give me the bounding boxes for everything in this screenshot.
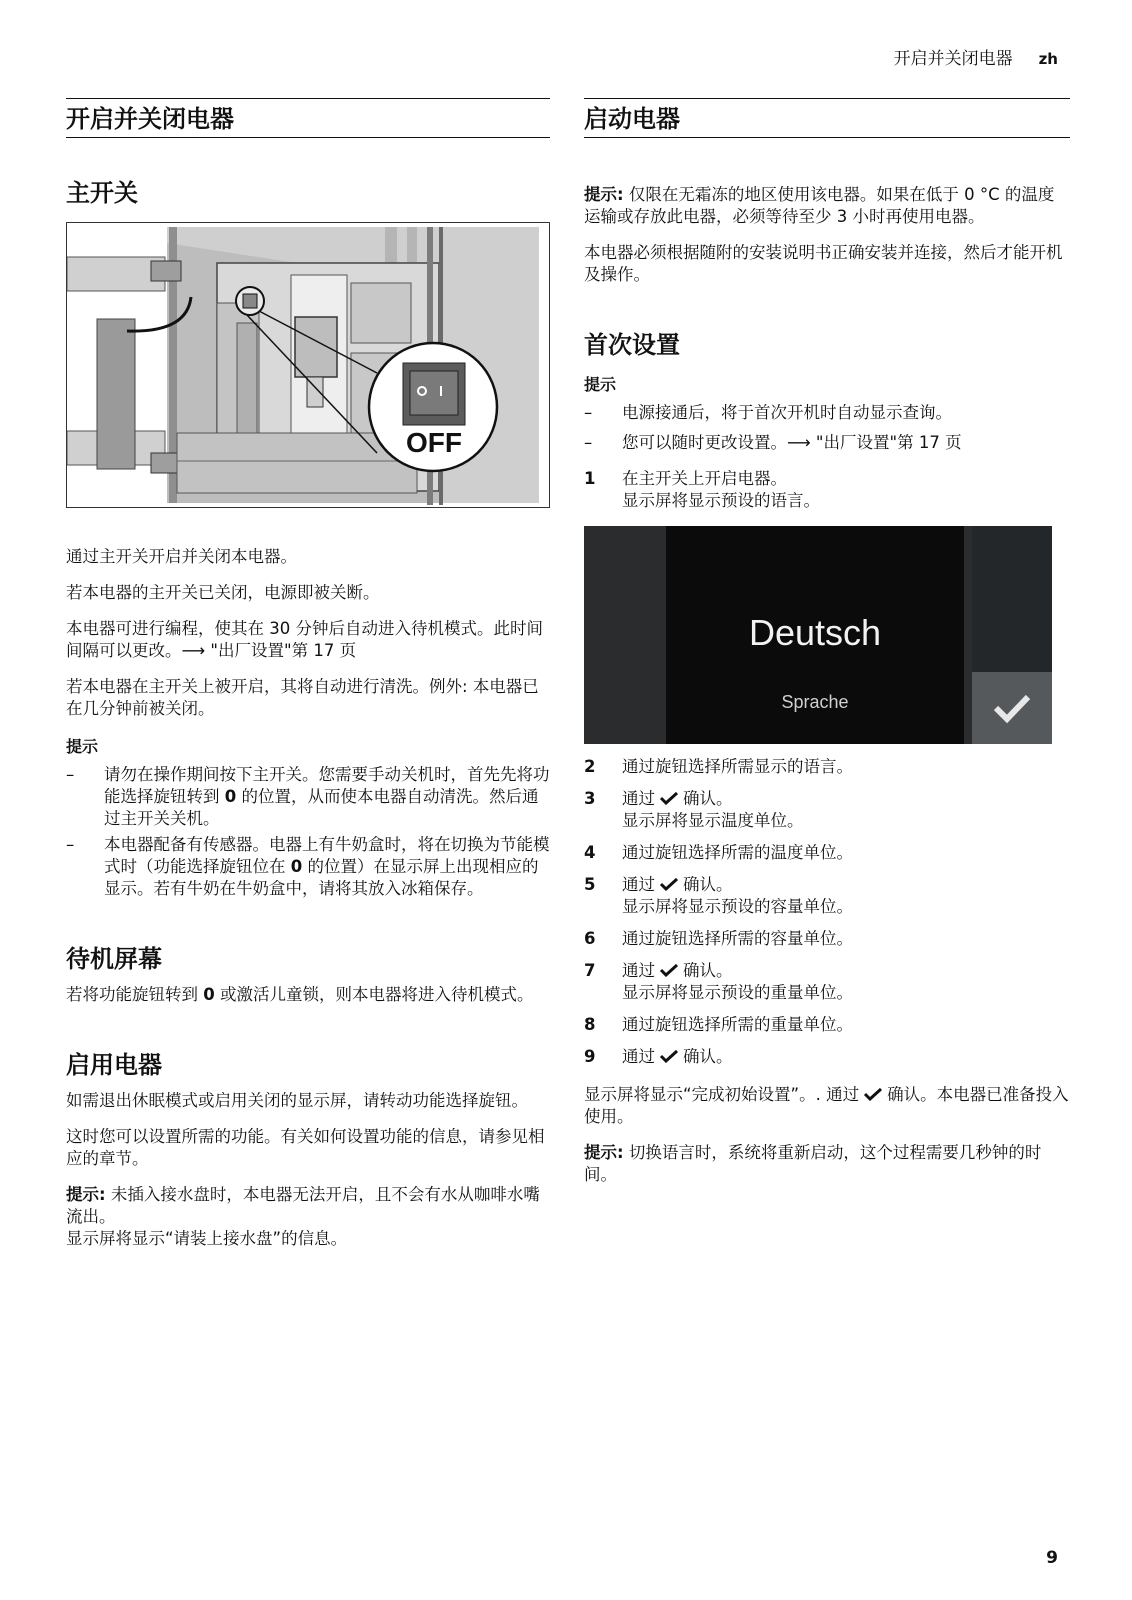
header-lang: zh (1038, 50, 1058, 68)
display-screen (584, 526, 1052, 744)
list-item: – 您可以随时更改设置。⟶ "出厂设置"第 17 页 (584, 432, 1070, 454)
paragraph: 若本电器在主开关上被开启，其将自动进行清洗。例外: 本电器已在几分钟前被关闭。 (66, 677, 539, 718)
list-item: 7 通过 确认。 显示屏将显示预设的重量单位。 (584, 961, 853, 1002)
appliance-switch-image (67, 223, 549, 507)
page-number: 9 (1046, 1548, 1058, 1568)
step-list (584, 756, 1070, 1068)
step-list-start (584, 468, 1070, 512)
paragraph: 显示屏将显示“完成初始设置”。. 通过 确认。本电器已准备投入使用。 (584, 1085, 1069, 1126)
checkmark-icon (659, 877, 679, 891)
main-switch-illustration (66, 222, 550, 508)
section-title-main-switch: 主开关 (66, 179, 138, 207)
list-item: – 本电器配备有传感器。电器上有牛奶盒时，将在切换为节能模式时（功能选择旋钮位在 0 的位置）在显示屏上出现相应的显示。若有牛奶在牛奶盒中，请将其放入冰箱保存。 (66, 834, 550, 900)
chapter-title: 启动电器 (584, 105, 680, 133)
checkmark-icon (659, 1049, 679, 1063)
confirm-button[interactable] (972, 672, 1052, 744)
right-column (584, 98, 1070, 1186)
list-item: – 电源接通后，将于首次开机时自动显示查询。 (584, 402, 1070, 424)
list-item: 5 通过 确认。 显示屏将显示预设的容量单位。 (584, 875, 853, 916)
tip-paragraph: 提示: 切换语言时，系统将重新启动，这个过程需要几秒钟的时间。 (584, 1143, 1042, 1184)
tip-paragraph: 提示: 未插入接水盘时，本电器无法开启，且不会有水从咖啡水嘴流出。 (66, 1185, 540, 1226)
list-item: 1 在主开关上开启电器。 显示屏将显示预设的语言。 (584, 469, 820, 510)
note-list (584, 402, 1070, 454)
paragraph: 若本电器的主开关已关闭，电源即被关断。 (66, 583, 380, 602)
display-language: Deutsch (748, 612, 882, 653)
list-item: – 请勿在操作期间按下主开关。您需要手动关机时，首先先将功能选择旋钮转到 0 的位置，从而使本电器自动清洗。然后通过主开关关机。 (66, 764, 550, 830)
page-header (894, 44, 1058, 69)
note-list (66, 764, 550, 900)
display-sublabel: Sprache (781, 692, 849, 712)
checkmark-icon (659, 963, 679, 977)
checkmark-icon (659, 791, 679, 805)
paragraph: 这时您可以设置所需的功能。有关如何设置功能的信息，请参见相应的章节。 (66, 1127, 545, 1168)
checkmark-icon (992, 692, 1032, 724)
left-column (66, 98, 550, 1250)
chapter-title: 开启并关闭电器 (66, 105, 234, 133)
paragraph: 本电器可进行编程，使其在 30 分钟后自动进入待机模式。此时间间隔可以更改。⟶ "出厂设置"第 17 页 (66, 619, 543, 660)
paragraph: 通过主开关开启并关闭本电器。 (66, 547, 297, 566)
section-title-standby: 待机屏幕 (66, 945, 162, 973)
checkmark-icon (863, 1087, 883, 1101)
list-item: 9 通过 确认。 (584, 1047, 733, 1066)
section-title-first-setup: 首次设置 (584, 331, 680, 359)
list-item: 4 通过旋钮选择所需的温度单位。 (584, 843, 853, 862)
tip-paragraph: 提示: 仅限在无霜冻的地区使用该电器。如果在低于 0 °C 的温度运输或存放此电器，必须等待至少 3 小时再使用电器。 (584, 185, 1055, 226)
list-item: 6 通过旋钮选择所需的容量单位。 (584, 929, 853, 948)
chapter-heading-right (584, 98, 1070, 138)
list-item: 8 通过旋钮选择所需的重量单位。 (584, 1015, 853, 1034)
paragraph: 如需退出休眠模式或启用关闭的显示屏，请转动功能选择旋钮。 (66, 1091, 528, 1110)
paragraph: 本电器必须根据随附的安装说明书正确安装并连接，然后才能开机及操作。 (584, 243, 1063, 284)
section-title-enable: 启用电器 (66, 1051, 162, 1079)
chapter-heading-left (66, 98, 550, 138)
off-label: OFF (406, 427, 462, 458)
header-title: 开启并关闭电器 (893, 49, 1013, 69)
list-item: 2 通过旋钮选择所需显示的语言。 (584, 757, 853, 776)
note-heading: 提示 (584, 375, 617, 394)
note-heading: 提示 (66, 737, 99, 756)
paragraph: 若将功能旋钮转到 0 或激活儿童锁，则本电器将进入待机模式。 (66, 985, 534, 1004)
list-item: 3 通过 确认。 显示屏将显示温度单位。 (584, 789, 804, 830)
paragraph: 显示屏将显示“请装上接水盘”的信息。 (66, 1229, 348, 1248)
